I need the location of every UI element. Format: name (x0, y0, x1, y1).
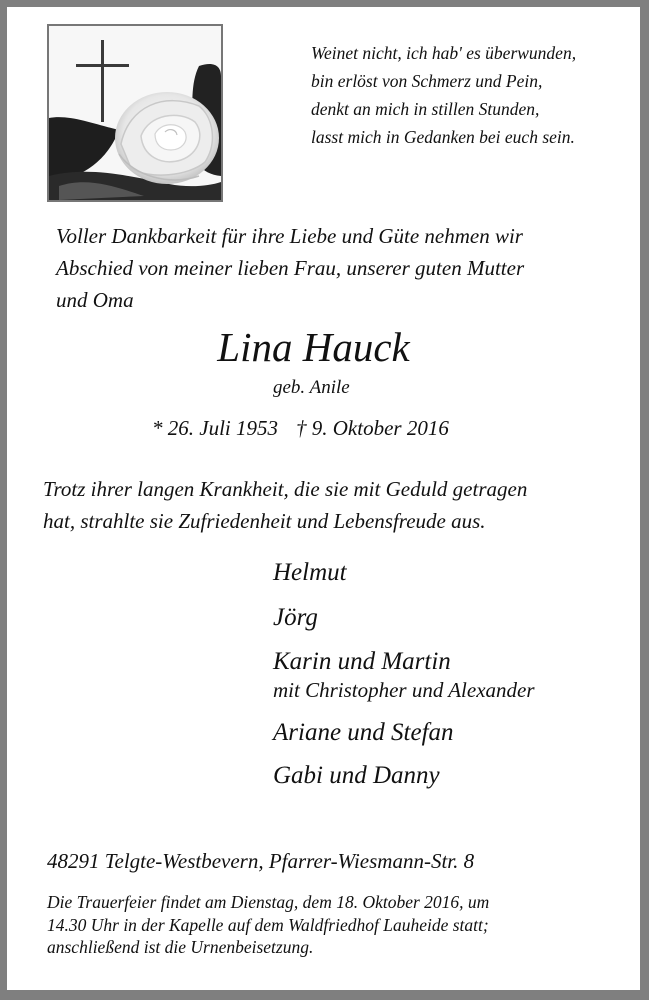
mourner-gabi-danny: Gabi und Danny (273, 762, 440, 789)
illness-line: Trotz ihrer langen Krankheit, die sie mit Geduld getragen (43, 477, 528, 501)
funeral-line: anschließend ist die Urnenbeisetzung. (47, 937, 314, 957)
intro-text (56, 220, 524, 316)
funeral-line: 14.30 Uhr in der Kapelle auf dem Waldfriedhof Lauheide statt; (47, 914, 489, 935)
mourner-karin-martin-children: mit Christopher und Alexander (273, 678, 535, 702)
intro-line: Abschied von meiner lieben Frau, unserer guten Mutter (56, 256, 525, 280)
mourner-helmut: Helmut (273, 559, 347, 586)
rose-icon (49, 26, 221, 200)
deceased-name: Lina Hauck (217, 324, 410, 370)
poem-line: lasst mich in Gedanken bei euch sein. (311, 127, 575, 147)
illness-line: hat, strahlte sie Zufriedenheit und Lebensfreude aus. (43, 509, 486, 533)
poem-line: bin erlöst von Schmerz und Pein, (311, 71, 543, 91)
funeral-line: Die Trauerfeier findet am Dienstag, dem 18. Oktober 2016, um (47, 892, 490, 912)
poem (311, 39, 576, 151)
mourner-karin-martin: Karin und Martin (273, 648, 451, 675)
funeral-notice (47, 891, 489, 959)
mourner-joerg: Jörg (273, 604, 318, 631)
life-dates (152, 415, 449, 441)
death-date: † 9. Oktober 2016 (296, 416, 449, 440)
address: 48291 Telgte-Westbevern, Pfarrer-Wiesmann-Str. 8 (47, 849, 475, 873)
poem-line: denkt an mich in stillen Stunden, (311, 99, 540, 119)
maiden-name: geb. Anile (273, 377, 350, 398)
birth-date: * 26. Juli 1953 (152, 416, 278, 440)
intro-line: Voller Dankbarkeit für ihre Liebe und Güte nehmen wir (56, 224, 523, 248)
mourner-ariane-stefan: Ariane und Stefan (273, 719, 454, 746)
obituary-card (7, 7, 640, 990)
cross-and-rose-image (47, 24, 223, 202)
mourners-list (273, 558, 535, 791)
poem-line: Weinet nicht, ich hab' es überwunden, (311, 43, 577, 63)
illness-text (43, 473, 527, 537)
intro-line: und Oma (56, 288, 134, 312)
